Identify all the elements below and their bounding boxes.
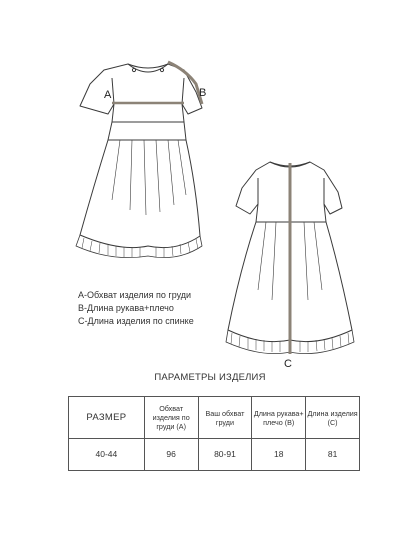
cell-your-chest: 80-91 (198, 439, 252, 471)
header-sleeve-length: Длина рукава+ плечо (В) (252, 397, 306, 439)
cell-chest-girth: 96 (144, 439, 198, 471)
measure-line-b (168, 62, 202, 104)
cell-size: 40-44 (69, 439, 145, 471)
size-table (68, 396, 360, 471)
label-b: B (199, 87, 207, 99)
legend-item-c: C-Длина изделия по спинке (78, 316, 194, 326)
header-dress-length: Длина изделия (С) (306, 397, 360, 439)
table-row (69, 439, 360, 471)
dress-front-view (76, 64, 202, 258)
header-chest-girth: Обхват изделия по груди (А) (144, 397, 198, 439)
header-size: РАЗМЕР (69, 397, 145, 439)
header-your-chest: Ваш обхват груди (198, 397, 252, 439)
cell-sleeve-length: 18 (252, 439, 306, 471)
label-a: A (104, 89, 112, 101)
measurement-legend (78, 289, 194, 328)
table-header-row (69, 397, 360, 439)
cell-dress-length: 81 (306, 439, 360, 471)
label-c: C (284, 358, 292, 370)
legend-item-b: B-Длина рукава+плечо (78, 303, 174, 313)
table-title: ПАРАМЕТРЫ ИЗДЕЛИЯ (154, 372, 266, 383)
legend-item-a: A-Обхват изделия по груди (78, 290, 192, 300)
